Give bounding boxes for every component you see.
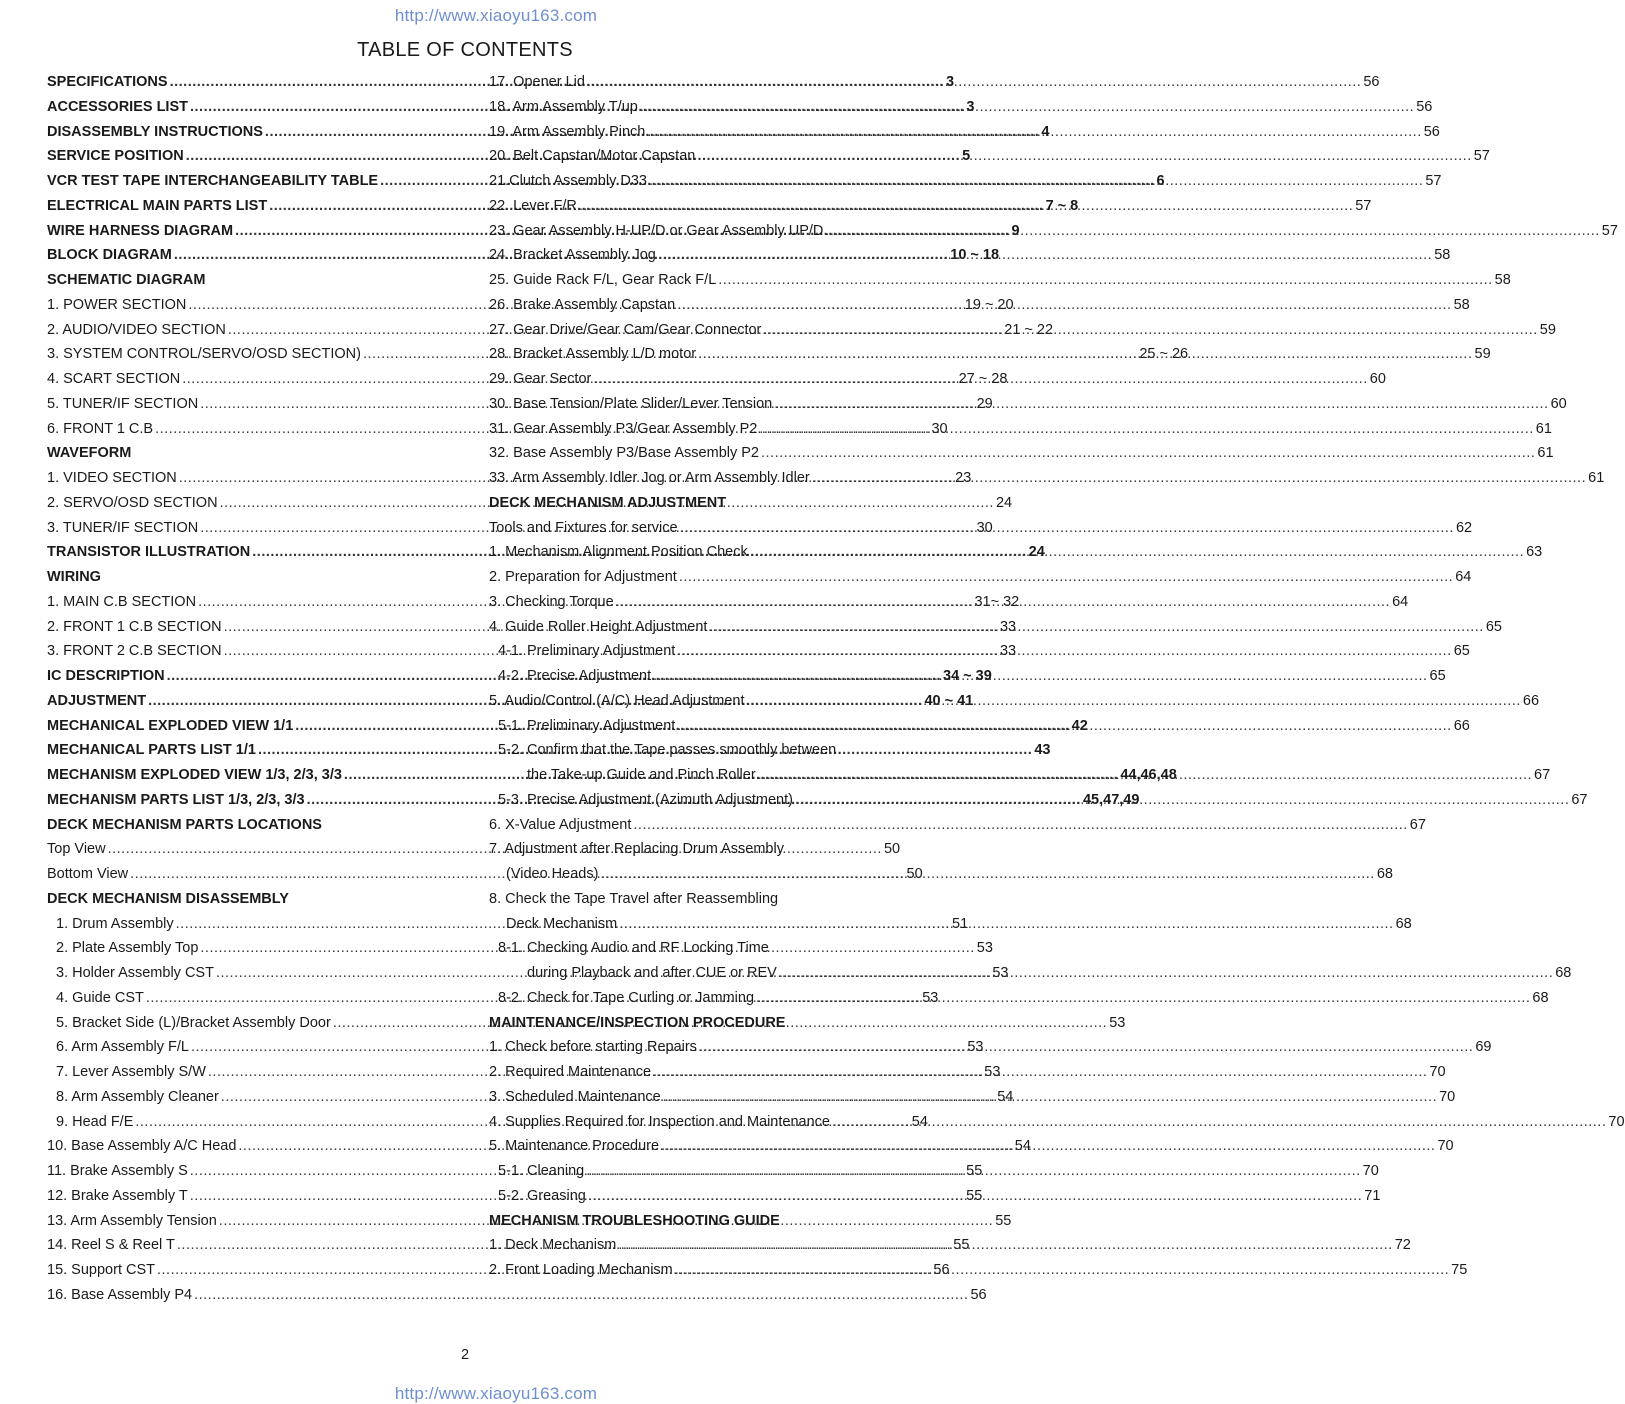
toc-leader-dots	[587, 70, 1361, 95]
toc-entry[interactable]	[489, 813, 1426, 838]
toc-entry[interactable]	[489, 565, 1472, 590]
toc-entry-page: 58	[1494, 272, 1511, 288]
toc-entry-page: 21 ~ 22	[1004, 321, 1054, 338]
toc-entry-page: 55	[966, 1163, 983, 1179]
toc-entry-title: 5-1. Preliminary Adjustment	[498, 717, 676, 734]
toc-leader-dots	[698, 342, 1472, 367]
toc-entry-title: 1. MAIN C.B SECTION	[47, 593, 197, 610]
toc-entry-page: 54	[1014, 1138, 1031, 1155]
toc-entry-title: 20. Belt Capstan/Motor Capstan	[489, 148, 696, 165]
toc-entry-page: 56	[1416, 98, 1433, 115]
toc-leader-dots	[194, 1283, 968, 1308]
toc-entry-page: 7 ~ 8	[1045, 197, 1079, 214]
toc-entry-title: ADJUSTMENT	[47, 692, 147, 709]
toc-entry-page: 55	[953, 1237, 970, 1254]
toc-entry-title: 4. Guide CST	[56, 989, 144, 1006]
toc-entry-title: VCR TEST TAPE INTERCHANGEABILITY TABLE	[47, 173, 379, 189]
toc-entry-title: Top View	[47, 841, 106, 858]
toc-entry-page: 53	[976, 940, 993, 957]
toc-entry-page: 54	[997, 1088, 1014, 1105]
toc-entry-page: 65	[1453, 643, 1470, 660]
toc-entry-title: Deck Mechanism	[506, 915, 618, 932]
toc-entry-page: 4	[1041, 123, 1050, 140]
toc-entry-page: 66	[1522, 692, 1540, 709]
toc-entry-page: 24	[995, 494, 1013, 511]
toc-entry-page: 70	[1439, 1088, 1456, 1105]
toc-entry[interactable]	[489, 441, 1554, 466]
toc-entry-title: (Video Heads)	[506, 866, 599, 882]
toc-entry-title: during Playback and after CUE or REV	[527, 965, 777, 981]
toc-entry-title: DISASSEMBLY INSTRUCTIONS	[47, 123, 263, 140]
toc-entry-page: 3	[945, 74, 955, 90]
toc-entry-title: 1. POWER SECTION	[47, 296, 187, 313]
page-number: 2	[460, 1347, 470, 1363]
toc-entry-title: the Take-up Guide and Pinch Roller	[527, 767, 756, 783]
toc-entry-page: 34 ~ 39	[943, 668, 992, 684]
toc-leader-dots	[661, 1134, 1435, 1159]
toc-leader-dots	[825, 219, 1599, 244]
toc-entry-title: 15. Support CST	[47, 1262, 155, 1278]
toc-entry-title: 5. Audio/Control (A/C) Head Adjustment	[489, 692, 745, 709]
toc-entry[interactable]	[489, 936, 881, 961]
toc-entry-title: WAVEFORM	[47, 445, 132, 462]
toc-entry-page: 70	[1437, 1138, 1454, 1155]
toc-entry-title: 7. Adjustment after Replacing Drum Assembly	[489, 841, 784, 858]
toc-entry-title: 5. Maintenance Procedure	[489, 1138, 660, 1155]
toc-leader-dots	[677, 293, 1451, 318]
toc-entry-title: MECHANISM PARTS LIST 1/3, 2/3, 3/3	[47, 791, 305, 808]
toc-leader-dots	[677, 714, 1451, 739]
toc-leader-dots	[633, 813, 1407, 838]
toc-entry-title: WIRING	[47, 569, 101, 585]
toc-entry-title: 21.Clutch Assembly D33	[489, 173, 647, 189]
toc-entry-page: 56	[933, 1262, 950, 1278]
toc-leader-dots	[677, 639, 1451, 664]
toc-entry[interactable]	[489, 70, 1380, 95]
toc-entry-title: 5. TUNER/IF SECTION	[47, 395, 199, 412]
toc-entry-title: MECHANISM TROUBLESHOOTING GUIDE	[489, 1212, 780, 1229]
toc-entry-page: 56	[970, 1286, 987, 1303]
toc-entry-page: 53	[967, 1039, 984, 1056]
toc-entry-title: 2. Plate Assembly Top	[56, 940, 199, 957]
toc-entry-title: 4-2. Precise Adjustment	[498, 668, 652, 684]
toc-entry-title: ELECTRICAL MAIN PARTS LIST	[47, 197, 268, 214]
toc-leader-dots	[680, 516, 1454, 541]
toc-entry-title: 33. Arm Assembly Idler Jog or Arm Assembly Idler	[489, 470, 810, 486]
toc-entry-title: 5. Bracket Side (L)/Bracket Assembly Door	[56, 1014, 331, 1031]
toc-entry-title: 3. FRONT 2 C.B SECTION	[47, 643, 222, 660]
toc-entry-title: 25. Guide Rack F/L, Gear Rack F/L	[489, 272, 717, 288]
toc-entry-page: 50	[883, 841, 901, 858]
toc-entry-title: Tools and Fixtures for service	[489, 519, 678, 536]
toc-entry-title: 23. Gear Assembly H-UP/D or Gear Assembly UP/D	[489, 222, 824, 239]
toc-entry[interactable]	[489, 887, 881, 912]
toc-entry-title: MECHANISM EXPLODED VIEW 1/3, 2/3, 3/3	[47, 767, 342, 783]
toc-entry-title: 16. Base Assembly P4	[47, 1286, 193, 1303]
toc-entry-title: Bottom View	[47, 866, 129, 882]
toc-entry-title: 3. Checking Torque	[489, 593, 614, 610]
toc-entry-title: 4-1. Preliminary Adjustment	[498, 643, 676, 660]
toc-entry[interactable]	[489, 1011, 881, 1036]
toc-entry-page: 58	[1453, 296, 1470, 313]
toc-entry-title: 3. SYSTEM CONTROL/SERVO/OSD SECTION)	[47, 346, 361, 363]
toc-entry[interactable]	[489, 1209, 881, 1234]
toc-entry-title: 19. Arm Assembly Pinch	[489, 123, 646, 140]
toc-entry-title: 30. Base Tension/Plate Slider/Lever Tension	[489, 395, 773, 412]
toc-entry-page: 33	[999, 643, 1017, 660]
toc-leader-dots	[747, 689, 1521, 714]
toc-entry-page: 61	[1588, 470, 1605, 486]
toc-entry-page: 54	[911, 1113, 928, 1130]
toc-entry-page: 57	[1425, 173, 1442, 189]
toc-entry-title: 3. Holder Assembly CST	[56, 965, 214, 981]
toc-entry[interactable]	[489, 837, 881, 862]
toc-entry[interactable]	[489, 219, 1618, 244]
toc-entry[interactable]	[489, 268, 1511, 293]
toc-leader-dots	[586, 1159, 1360, 1184]
toc-entry-page: 31~ 32	[974, 593, 1020, 610]
toc-entry-title: 3. TUNER/IF SECTION	[47, 519, 199, 536]
toc-entry-page: 56	[1363, 74, 1380, 90]
toc-entry-title: DECK MECHANISM ADJUSTMENT	[489, 494, 727, 511]
toc-entry-page: 67	[1534, 767, 1551, 783]
toc-entry[interactable]	[47, 565, 439, 590]
toc-entry-page: 53	[992, 965, 1009, 981]
toc-entry-page: 75	[1451, 1262, 1468, 1278]
toc-entry-title: 1. Check before starting Repairs	[489, 1039, 697, 1056]
toc-entry-title: 32. Base Assembly P3/Base Assembly P2	[489, 445, 759, 462]
toc-entry-title: 6. FRONT 1 C.B	[47, 420, 154, 437]
toc-entry[interactable]	[47, 268, 439, 293]
toc-leader-dots	[579, 194, 1353, 219]
toc-entry-page: 69	[1475, 1039, 1492, 1056]
toc-leader-dots	[756, 986, 1530, 1011]
toc-entry-page: 71	[1364, 1187, 1381, 1204]
toc-leader-dots	[675, 1258, 1449, 1283]
toc-entry-page: 33	[999, 618, 1017, 635]
toc-entry-title: 8. Arm Assembly Cleaner	[56, 1088, 219, 1105]
toc-leader-dots	[795, 788, 1569, 813]
toc-entry-page: 57	[1601, 222, 1618, 239]
toc-entry[interactable]	[47, 813, 439, 838]
toc-entry-page: 68	[1555, 965, 1572, 981]
toc-entry-title: 17. Opener Lid	[489, 74, 585, 90]
header-url[interactable]: http://www.xiaoyu163.com	[394, 6, 598, 25]
toc-entry[interactable]	[489, 95, 1433, 120]
toc-leader-dots	[593, 367, 1367, 392]
toc-entry-page: 10 ~ 18	[950, 247, 1000, 264]
toc-entry-page: 40 ~ 41	[924, 692, 974, 709]
toc-entry-page: 72	[1394, 1237, 1411, 1254]
toc-entry-title: 1. VIDEO SECTION	[47, 470, 177, 486]
toc-entry-page: 70	[1362, 1163, 1379, 1179]
toc-entry-title: SCHEMATIC DIAGRAM	[47, 272, 206, 288]
toc-entry-title: 11. Brake Assembly S	[47, 1163, 188, 1179]
toc-entry[interactable]	[489, 738, 881, 763]
toc-entry-page: 59	[1539, 321, 1556, 338]
toc-leader-dots	[761, 441, 1535, 466]
toc-entry-title: MECHANICAL PARTS LIST 1/1	[47, 742, 256, 759]
toc-entry-page: 50	[906, 866, 923, 882]
toc-entry-title: WIRE HARNESS DIAGRAM	[47, 222, 234, 239]
toc-entry-title: 2. FRONT 1 C.B SECTION	[47, 618, 222, 635]
toc-entry-title: DECK MECHANISM PARTS LOCATIONS	[47, 816, 322, 833]
toc-entry-page: 5	[962, 148, 971, 165]
toc-entry-page: 60	[1369, 371, 1386, 387]
toc-entry-title: 2. SERVO/OSD SECTION	[47, 494, 218, 511]
toc-entry-title: 24. Bracket Assembly Jog	[489, 247, 656, 264]
toc-leader-dots	[649, 169, 1423, 194]
toc-entry-title: IC DESCRIPTION	[47, 668, 165, 684]
toc-entry-page: 61	[1537, 445, 1554, 462]
toc-entry-title: MAINTENANCE/INSPECTION PROCEDURE	[489, 1014, 786, 1031]
toc-entry-title: 28. Bracket Assembly L/D motor	[489, 346, 697, 363]
toc-leader-dots	[832, 1110, 1606, 1135]
toc-entry-title: 8-2. Check for Tape Curling or Jamming	[498, 989, 755, 1006]
toc-leader-dots	[653, 664, 1427, 689]
toc-entry-page: 53	[922, 989, 939, 1006]
toc-entry[interactable]	[489, 120, 1440, 145]
toc-leader-dots	[697, 144, 1471, 169]
toc-entry-page: 51	[952, 915, 969, 932]
footer-url[interactable]: http://www.xiaoyu163.com	[394, 1384, 598, 1403]
toc-entry-title: MECHANICAL EXPLODED VIEW 1/1	[47, 717, 294, 734]
toc-leader-dots	[759, 417, 1533, 442]
toc-entry-page: 65	[1429, 668, 1446, 684]
toc-entry-title: 8. Check the Tape Travel after Reassembling	[489, 890, 779, 907]
toc-leader-dots	[616, 590, 1390, 615]
toc-entry-title: 1. Mechanism Alignment Position Check	[489, 544, 748, 561]
toc-entry-title: 10. Base Assembly A/C Head	[47, 1138, 237, 1155]
toc-entry-title: 18. Arm Assembly T/up	[489, 98, 638, 115]
toc-leader-dots	[709, 615, 1483, 640]
toc-entry-page: 57	[1473, 148, 1490, 165]
toc-entry-title: SERVICE POSITION	[47, 148, 184, 165]
toc-entry-title: 2. AUDIO/VIDEO SECTION	[47, 321, 226, 338]
toc-leader-dots	[718, 268, 1492, 293]
toc-entry[interactable]	[489, 144, 1490, 169]
toc-entry-page: 68	[1395, 915, 1412, 932]
toc-entry-title: 1. Deck Mechanism	[489, 1237, 617, 1254]
toc-entry-title: 4. SCART SECTION	[47, 371, 181, 387]
toc-entry-page: 70	[1608, 1113, 1625, 1130]
toc-entry-title: 2. Required Maintenance	[489, 1064, 652, 1080]
toc-entry-page: 25 ~ 26	[1139, 346, 1189, 363]
toc-entry-page: 24	[1028, 544, 1045, 561]
toc-entry-page: 67	[1571, 791, 1588, 808]
toc-entry-title: 14. Reel S & Reel T	[47, 1237, 175, 1254]
toc-entry-page: 64	[1455, 569, 1472, 585]
toc-entry[interactable]	[47, 1283, 987, 1308]
toc-entry-title: 13. Arm Assembly Tension	[47, 1212, 217, 1229]
toc-entry-page: 57	[1355, 197, 1372, 214]
toc-entry-page: 27 ~ 28	[958, 371, 1008, 387]
toc-entry-page: 6	[1156, 173, 1165, 189]
toc-leader-dots	[679, 565, 1453, 590]
toc-entry-page: 66	[1453, 717, 1470, 734]
toc-leader-dots	[640, 95, 1414, 120]
toc-entry-title: BLOCK DIAGRAM	[47, 247, 172, 264]
toc-entry-page: 9	[1011, 222, 1020, 239]
toc-entry-page: 53	[1109, 1014, 1126, 1031]
toc-entry-page: 55	[966, 1187, 983, 1204]
toc-entry-page: 68	[1376, 866, 1393, 882]
toc-entry-title: 6. Arm Assembly F/L	[56, 1039, 189, 1056]
toc-entry-page: 53	[984, 1064, 1001, 1080]
toc-entry-title: 5-1. Cleaning	[498, 1163, 585, 1179]
toc-leader-dots	[779, 961, 1553, 986]
toc-entry-title: DECK MECHANISM DISASSEMBLY	[47, 890, 289, 907]
toc-leader-dots	[699, 1035, 1473, 1060]
toc-entry-page: 58	[1434, 247, 1451, 264]
toc-entry-page: 30	[976, 519, 993, 536]
toc-leader-dots	[774, 392, 1548, 417]
toc-entry-title: 3. Scheduled Maintenance	[489, 1088, 661, 1105]
toc-entry-title: 4. Guide Roller Height Adjustment	[489, 618, 708, 635]
toc-entry-title: 7. Lever Assembly S/W	[56, 1064, 206, 1080]
toc-entry-page: 65	[1485, 618, 1502, 635]
toc-entry-title: 1. Drum Assembly	[56, 915, 174, 932]
toc-entry-title: 5-3. Precise Adjustment (Azimuth Adjustment)	[498, 791, 793, 808]
toc-entry[interactable]	[47, 887, 439, 912]
toc-leader-dots	[812, 466, 1586, 491]
toc-entry-title: 2. Preparation for Adjustment	[489, 569, 677, 585]
toc-leader-dots	[618, 1233, 1392, 1258]
toc-entry-title: 8-1. Checking Audio and RF Locking Time	[498, 940, 769, 957]
toc-entry-title: 26. Brake Assembly Capstan	[489, 296, 676, 313]
toc-entry-title: 12. Brake Assembly T	[47, 1187, 188, 1204]
toc-entry-page: 67	[1409, 816, 1426, 833]
toc-leader-dots	[647, 120, 1421, 145]
toc-entry-title: 4. Supplies Required for Inspection and Maintenance	[489, 1113, 830, 1130]
toc-entry-page: 59	[1474, 346, 1491, 363]
toc-entry-title: 2. Front Loading Mechanism	[489, 1262, 673, 1278]
toc-leader-dots	[658, 243, 1432, 268]
toc-entry-page: 60	[1550, 395, 1567, 412]
toc-entry-title: ACCESSORIES LIST	[47, 98, 188, 115]
toc-leader-dots	[588, 1184, 1362, 1209]
toc-entry-page: 70	[1429, 1064, 1446, 1080]
toc-entry-page: 30	[931, 420, 948, 437]
toc-entry-page: 19 ~ 20	[964, 296, 1014, 313]
toc-entry-page: 68	[1532, 989, 1549, 1006]
toc-entry-title: 31. Gear Assembly P3/Gear Assembly P2	[489, 420, 758, 437]
toc-entry-page: 29	[976, 395, 993, 412]
toc-leader-dots	[763, 318, 1537, 343]
toc-entry-title: 29. Gear Sector	[489, 371, 592, 387]
toc-entry-page: 61	[1535, 420, 1552, 437]
toc-entry-title: SPECIFICATIONS	[47, 74, 168, 90]
toc-entry-title: 22. Lever F/R	[489, 197, 577, 214]
toc-leader-dots	[663, 1085, 1437, 1110]
toc-entry-page: 23	[955, 470, 972, 486]
toc-entry-title: 27. Gear Drive/Gear Cam/Gear Connector	[489, 321, 762, 338]
toc-leader-dots	[600, 862, 1374, 887]
toc-entry-title: 5-2. Confirm that the Tape passes smoothly between	[498, 742, 837, 759]
toc-entry[interactable]	[489, 169, 1442, 194]
toc-entry[interactable]	[489, 491, 881, 516]
toc-leader-dots	[653, 1060, 1427, 1085]
toc-entry-page: 3	[966, 98, 975, 115]
toc-entry-page: 64	[1392, 593, 1409, 610]
toc-entry[interactable]	[47, 441, 439, 466]
toc-entry-title: 6. X-Value Adjustment	[489, 816, 632, 833]
toc-leader-dots	[619, 912, 1393, 937]
toc-entry-title: TRANSISTOR ILLUSTRATION	[47, 544, 251, 561]
toc-entry-title: 5-2. Greasing	[498, 1187, 586, 1204]
toc-entry-page: 62	[1455, 519, 1473, 536]
page-title: TABLE OF CONTENTS	[357, 39, 573, 61]
toc-entry-page: 55	[995, 1212, 1012, 1229]
toc-entry-page: 42	[1071, 717, 1088, 734]
toc-entry-title: 9. Head F/E	[56, 1113, 134, 1130]
toc-entry-page: 44,46,48	[1120, 767, 1177, 783]
toc-entry-page: 56	[1423, 123, 1440, 140]
toc-leader-dots	[758, 763, 1532, 788]
toc-leader-dots	[750, 540, 1524, 565]
toc-entry-page: 63	[1526, 544, 1543, 561]
toc-entry-page: 43	[1034, 742, 1051, 759]
toc-entry-page: 45,47,49	[1082, 791, 1140, 808]
